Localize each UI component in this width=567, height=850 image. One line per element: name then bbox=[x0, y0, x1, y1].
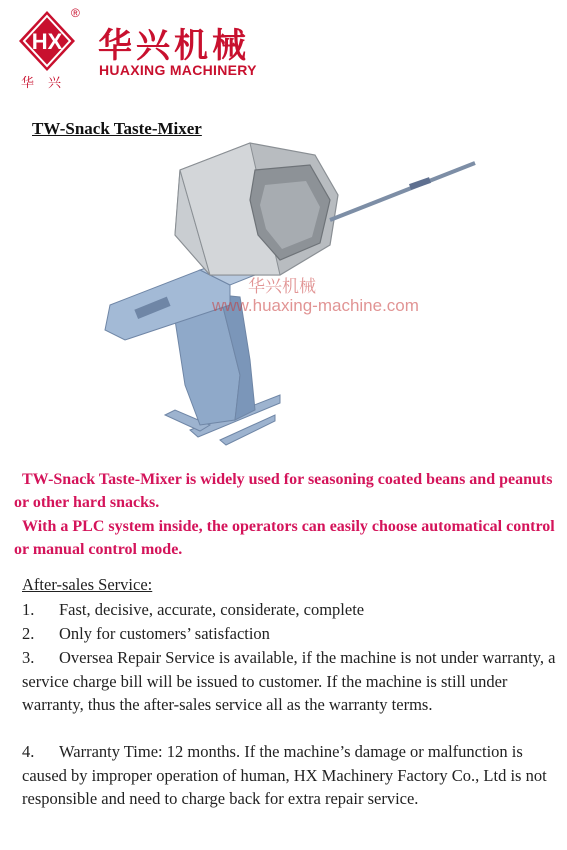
list-item-text: Fast, decisive, accurate, considerate, complete bbox=[59, 600, 365, 619]
list-item bbox=[22, 740, 557, 811]
list-item bbox=[22, 622, 557, 646]
registered-mark: ® bbox=[71, 6, 80, 20]
watermark-chinese: 华兴机械 bbox=[248, 277, 316, 297]
logo-letters: HX bbox=[31, 29, 63, 54]
list-item-text: Oversea Repair Service is available, if the machine is not under warranty, a service charge bill will be issued to customer. If the machine is still under warranty, thus the after-sales service all as the warranty terms. bbox=[22, 648, 556, 714]
after-sales-title: After-sales Service: bbox=[22, 575, 153, 594]
list-item-number: 2. bbox=[22, 624, 35, 643]
list-item-text: Only for customers’ satisfaction bbox=[59, 624, 270, 643]
brand-name-chinese: 华兴机械 bbox=[98, 26, 250, 66]
description-paragraph: TW-Snack Taste-Mixer is widely used for seasoning coated beans and peanuts or other hard snacks. bbox=[14, 471, 557, 511]
list-item bbox=[22, 646, 557, 717]
list-item-number: 1. bbox=[22, 600, 35, 619]
logo-subtitle: 华兴 bbox=[20, 76, 75, 91]
list-item-number: 4. bbox=[22, 742, 35, 761]
list-item-text: Warranty Time: 12 months. If the machine’s damage or malfunction is caused by improper operation of human, HX Machinery Factory Co., Ltd is not responsible and need to charge back for extra repair service. bbox=[22, 742, 547, 808]
brand-name-english: HUAXING MACHINERY bbox=[99, 62, 257, 78]
watermark-url: www.huaxing-machine.com bbox=[212, 296, 419, 315]
list-item-number: 3. bbox=[22, 648, 35, 667]
description-paragraph: With a PLC system inside, the operators can easily choose automatical control or manual control mode. bbox=[14, 518, 559, 558]
product-title: TW-Snack Taste-Mixer bbox=[32, 119, 202, 138]
list-item bbox=[22, 598, 557, 622]
